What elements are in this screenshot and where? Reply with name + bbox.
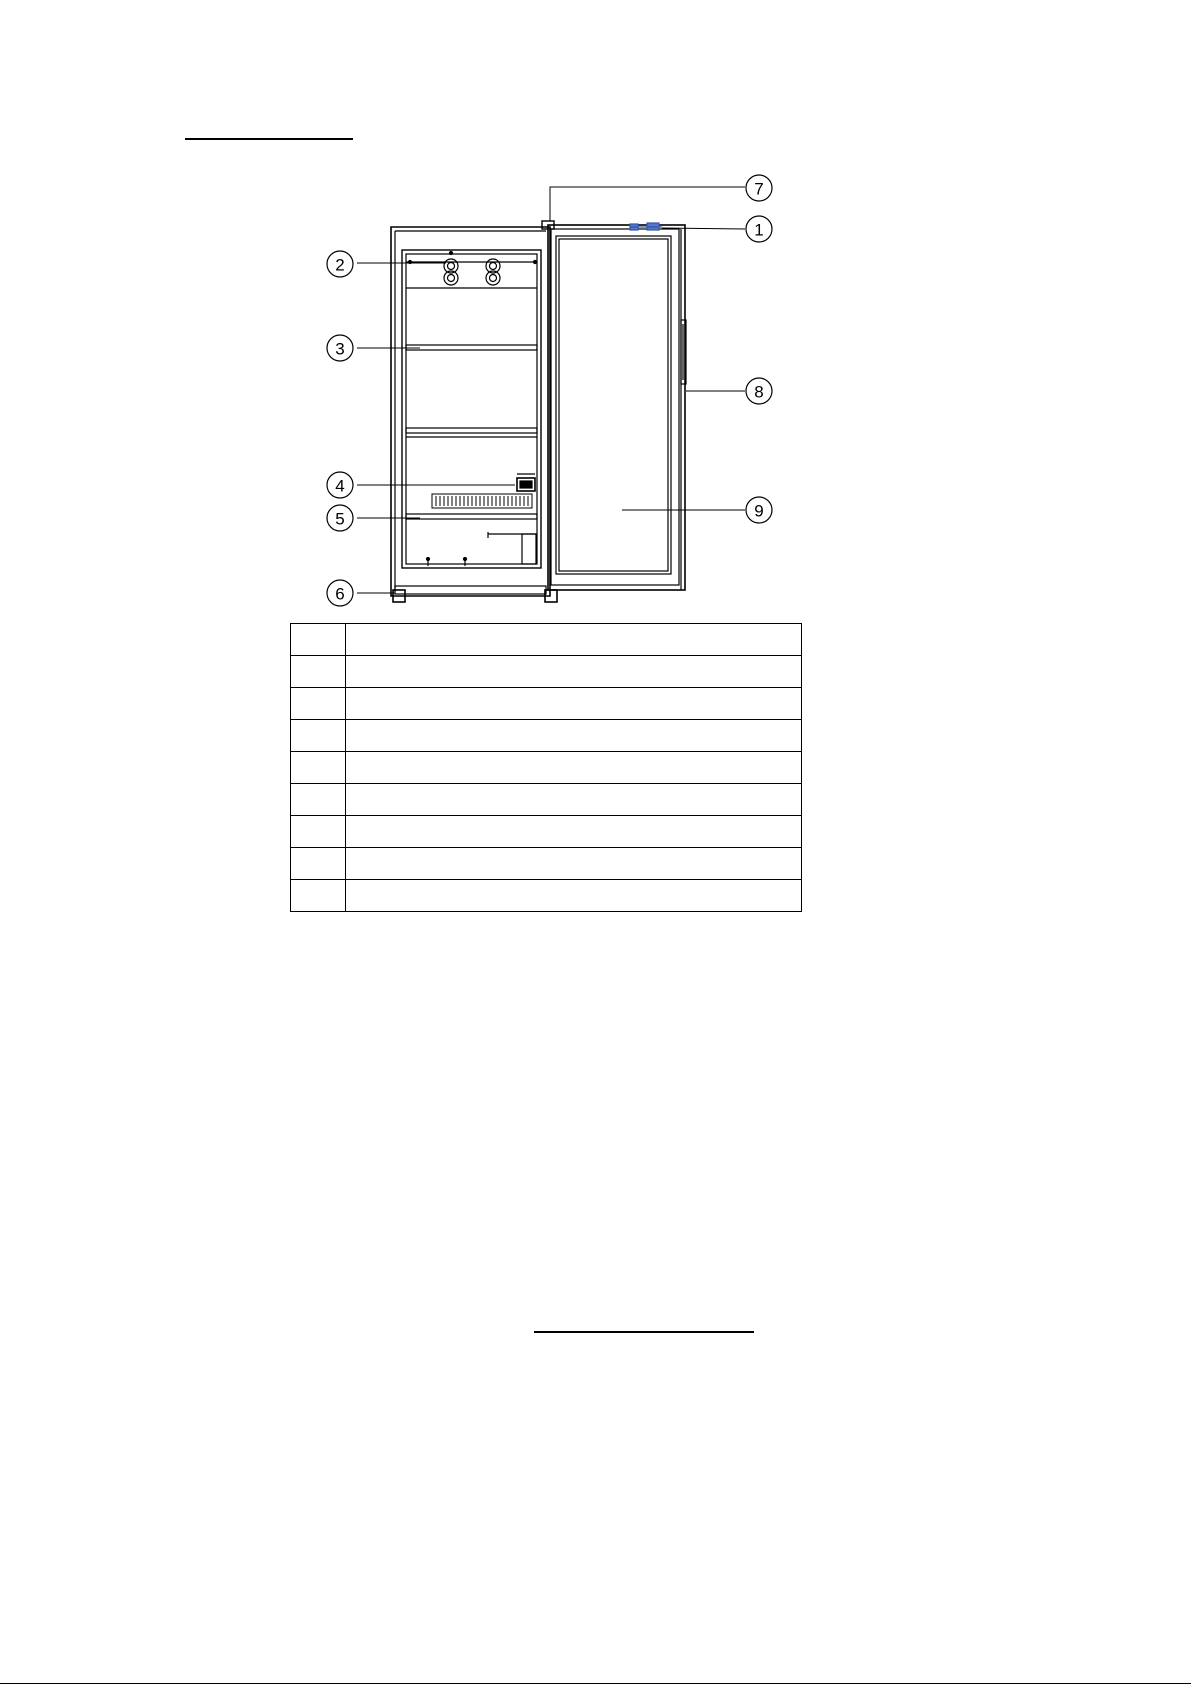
- part-description-cell: [346, 784, 802, 816]
- fan-icon: [406, 252, 537, 289]
- part-number-cell: [291, 656, 346, 688]
- part-number-cell: [291, 688, 346, 720]
- cabinet-diagram: [0, 0, 1191, 620]
- callout-4: [327, 472, 353, 498]
- callout-9: [746, 497, 772, 523]
- callout-3: [327, 335, 353, 361]
- table-row: [291, 784, 802, 816]
- vent-grille: [432, 494, 532, 508]
- part-number-cell: [291, 816, 346, 848]
- table-row: [291, 816, 802, 848]
- glass-door: [548, 225, 685, 590]
- cabinet-body: [391, 227, 550, 596]
- part-number-cell: [291, 848, 346, 880]
- part-number-cell: [291, 752, 346, 784]
- table-row: [291, 688, 802, 720]
- table-row: [291, 656, 802, 688]
- part-number-cell: [291, 880, 346, 912]
- page-bottom-border: [0, 1683, 1191, 1684]
- table-row: [291, 848, 802, 880]
- callout-label: 5: [335, 509, 345, 529]
- part-description-cell: [346, 624, 802, 656]
- section-heading-underline: [534, 1331, 754, 1333]
- callout-label: 2: [335, 255, 345, 275]
- leveling-foot: [393, 586, 557, 602]
- part-description-cell: [346, 656, 802, 688]
- part-number-cell: [291, 720, 346, 752]
- callout-label: 6: [335, 584, 345, 604]
- part-description-cell: [346, 720, 802, 752]
- callout-label: 3: [335, 339, 345, 359]
- callout-label: 8: [754, 382, 764, 402]
- part-description-cell: [346, 848, 802, 880]
- callout-label: 9: [754, 501, 764, 521]
- part-number-cell: [291, 624, 346, 656]
- parts-table-body: [291, 624, 802, 912]
- part-description-cell: [346, 752, 802, 784]
- callout-6: [327, 580, 353, 606]
- callout-label: 4: [335, 476, 345, 496]
- part-description-cell: [346, 816, 802, 848]
- table-row: [291, 720, 802, 752]
- part-description-cell: [346, 688, 802, 720]
- bottom-shelf: [406, 514, 537, 566]
- parts-table: [290, 623, 802, 912]
- thermostat-icon: [517, 474, 535, 491]
- table-row: [291, 880, 802, 912]
- callout-label: 1: [754, 220, 764, 240]
- callout-1: [746, 216, 772, 242]
- callout-2: [327, 251, 353, 277]
- callout-8: [746, 378, 772, 404]
- callout-7: [746, 175, 772, 201]
- callout-5: [327, 505, 353, 531]
- table-row: [291, 752, 802, 784]
- table-row: [291, 624, 802, 656]
- shelf: [406, 345, 537, 437]
- part-number-cell: [291, 784, 346, 816]
- part-description-cell: [346, 880, 802, 912]
- callout-label: 7: [754, 179, 764, 199]
